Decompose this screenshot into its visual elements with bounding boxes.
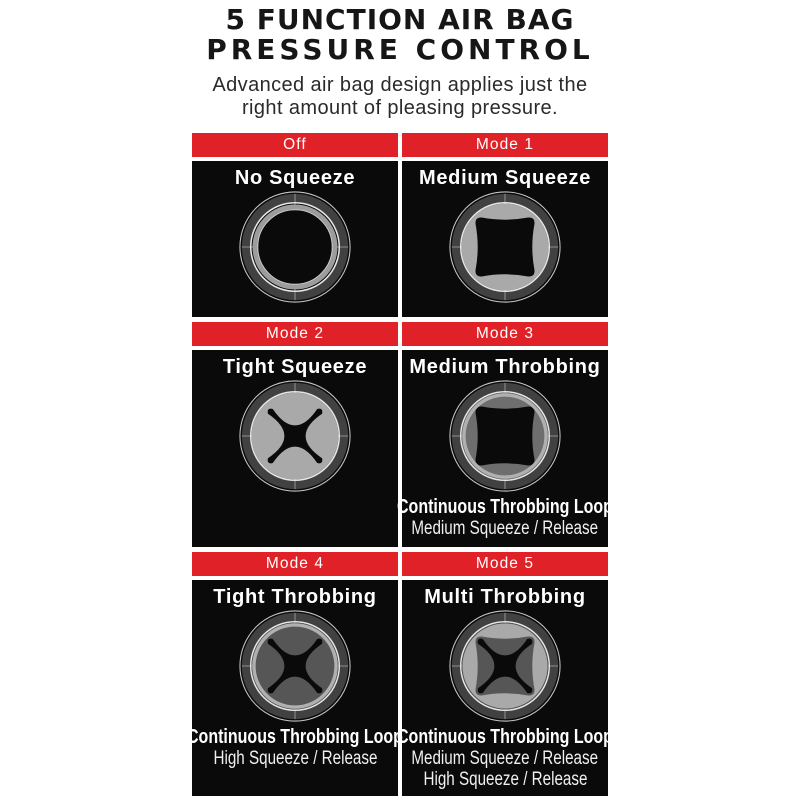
mode-card-body: [397, 350, 613, 547]
mode-title: Medium Squeeze: [418, 167, 592, 189]
diagram-wrap: [238, 190, 352, 304]
mode-header: [192, 552, 398, 576]
mode-title: Multi Throbbing: [424, 586, 586, 608]
diagram-wrap: [238, 609, 352, 723]
page-subtitle-line1: Advanced air bag design applies just the: [212, 74, 588, 96]
diagram-wrap: [448, 609, 562, 723]
throb-sub-label: Medium Squeeze / Release: [411, 518, 599, 539]
mode-description: [370, 727, 640, 790]
page-title-line2: PRESSURE CONTROL: [206, 33, 594, 66]
mode-title: Medium Throbbing: [409, 356, 601, 378]
mode-header-label: Mode 2: [265, 325, 325, 342]
mode-card-mode-5: [397, 552, 613, 796]
airbag-diagram-multi-throb: [448, 609, 562, 723]
airbag-diagram-tight: [238, 379, 352, 493]
page-subtitle-line2: right amount of pleasing pressure.: [242, 97, 558, 119]
mode-title: No Squeeze: [234, 167, 356, 189]
page-subtitle: [0, 74, 800, 120]
masthead: [0, 0, 800, 120]
mode-header-label: Mode 5: [475, 555, 535, 572]
mode-header: [402, 133, 608, 157]
mode-card-mode-2: [192, 322, 398, 547]
mode-header: [192, 322, 398, 346]
page-title-line1: 5 FUNCTION AIR BAG: [225, 3, 575, 36]
throb-sub-label: Medium Squeeze / Release: [411, 748, 599, 769]
mode-card-body: [192, 161, 398, 317]
mode-card-mode-3: [397, 322, 613, 547]
diagram-wrap: [238, 379, 352, 493]
throb-sub-label: High Squeeze / Release: [213, 748, 377, 769]
mode-header: [402, 552, 608, 576]
mode-card-mode-4: [187, 552, 403, 796]
diagram-wrap: [448, 379, 562, 493]
throb-loop-label: Continuous Throbbing Loop: [187, 726, 403, 748]
mode-header-label: Off: [283, 136, 307, 153]
mode-header-label: Mode 4: [265, 555, 325, 572]
mode-card-body: [397, 580, 613, 796]
mode-card-off: [192, 133, 398, 317]
mode-title: Tight Squeeze: [222, 356, 368, 378]
diagram-wrap: [448, 190, 562, 304]
mode-card-body: [192, 350, 398, 547]
throb-loop-label: Continuous Throbbing Loop: [397, 496, 613, 518]
airbag-diagram-medium: [448, 190, 562, 304]
mode-header-label: Mode 1: [475, 136, 535, 153]
mode-title: Tight Throbbing: [213, 586, 377, 608]
mode-card-body: [187, 580, 403, 796]
throb-sub-label: High Squeeze / Release: [423, 769, 587, 790]
mode-description: [370, 497, 640, 539]
mode-header: [192, 133, 398, 157]
mode-card-body: [402, 161, 608, 317]
mode-grid: [187, 133, 613, 796]
airbag-diagram-medium-throb: [448, 379, 562, 493]
mode-card-mode-1: [402, 133, 608, 317]
throb-loop-label: Continuous Throbbing Loop: [397, 726, 613, 748]
airbag-diagram-tight-throb: [238, 609, 352, 723]
mode-header: [402, 322, 608, 346]
airbag-diagram-rest: [238, 190, 352, 304]
mode-header-label: Mode 3: [475, 325, 535, 342]
